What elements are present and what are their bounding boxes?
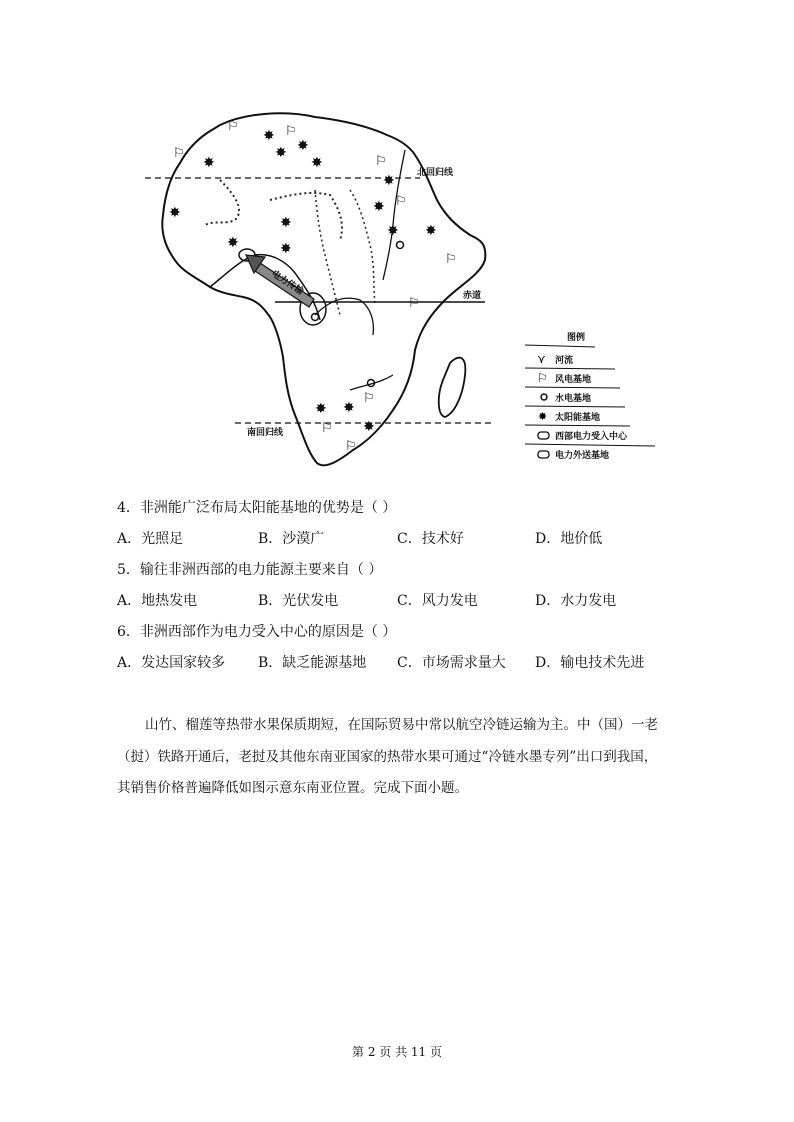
question-4-option-d[interactable]: D．地价低: [535, 531, 603, 547]
hydro-icon: [397, 242, 404, 249]
wind-icon: ⚐: [227, 119, 239, 134]
wind-icon: ⚐: [408, 296, 420, 311]
question-6-option-d[interactable]: D．输电技术先进: [535, 655, 645, 671]
legend: [525, 331, 655, 461]
question-4-stem: 4．非洲能广泛布局太阳能基地的优势是（ ）: [117, 500, 397, 516]
boundary-dotted-1: [205, 180, 239, 225]
wind-icon: ⚐: [345, 439, 357, 454]
wind-icon: ⚐: [395, 194, 407, 209]
solar-icon: ✸: [425, 223, 437, 239]
transmission-label: 电力传输: [269, 269, 306, 298]
wind-icon: ⚐: [445, 252, 457, 267]
wind-icon: ⚐: [173, 146, 185, 161]
transmission-arrow: [246, 255, 314, 307]
wind-icon: ⚐: [363, 391, 375, 406]
solar-icon: ✸: [297, 138, 309, 154]
solar-icon: ✸: [227, 235, 239, 251]
river-zambezi: [350, 375, 393, 390]
solar-icon: ✸: [275, 145, 287, 161]
question-4-option-b[interactable]: B．沙漠广: [258, 531, 325, 547]
river-icon: ⋎: [537, 352, 546, 366]
solar-icon: ✸: [315, 401, 327, 417]
solar-icon: ✸: [280, 215, 292, 231]
passage-line-3: 其销售价格普遍降低如图示意东南亚位置。完成下面小题。: [117, 780, 468, 796]
receiving-legend-icon: [538, 432, 549, 439]
passage-line-2: （挝）铁路开通后，老挝及其他东南亚国家的热带水果可通过“冷链水墨专列”出口到我国，: [117, 749, 658, 765]
equator-label: 赤道: [463, 291, 482, 301]
legend-item-export: 电力外送基地: [555, 451, 610, 461]
wind-legend-icon: ⚐: [537, 371, 548, 385]
hydro-legend-icon: [541, 394, 547, 400]
question-5-option-c[interactable]: C．风力发电: [397, 593, 478, 609]
question-6-option-a[interactable]: A．发达国家较多: [117, 655, 226, 671]
tropic-of-cancer-label: 北回归线: [417, 168, 454, 178]
solar-icon: ✸: [203, 155, 215, 171]
legend-item-river: 河流: [555, 356, 574, 366]
tropic-of-capricorn-label: 南回归线: [247, 428, 284, 438]
solar-icon: ✸: [343, 400, 355, 416]
page-number-footer: 第 2 页 共 11 页: [352, 1045, 442, 1059]
africa-energy-map: [125, 95, 685, 480]
export-legend-icon: [538, 451, 549, 458]
wind-icon: ⚐: [375, 154, 387, 169]
solar-icon: ✸: [169, 205, 181, 221]
legend-item-hydro: 水电基地: [555, 394, 592, 404]
legend-item-receiving: 西部电力受入中心: [555, 432, 628, 442]
madagascar: [439, 358, 466, 417]
question-6-option-c[interactable]: C．市场需求量大: [397, 655, 506, 671]
solar-icon: ✸: [280, 241, 292, 257]
legend-item-solar: 太阳能基地: [555, 413, 601, 423]
question-4-option-c[interactable]: C．技术好: [397, 531, 464, 547]
solar-icon: ✸: [387, 223, 399, 239]
solar-legend-icon: ✸: [538, 410, 548, 423]
question-4-option-a[interactable]: A．光照足: [117, 531, 184, 547]
legend-title: 图例: [567, 333, 586, 343]
legend-divider: [525, 345, 595, 347]
question-5-stem: 5．输往非洲西部的电力能源主要来自（ ）: [117, 562, 383, 578]
river-nile: [383, 150, 405, 280]
question-6-stem: 6．非洲西部作为电力受入中心的原因是（ ）: [117, 624, 397, 640]
boundary-dotted-3: [315, 190, 340, 315]
question-5-option-d[interactable]: D．水力发电: [535, 593, 617, 609]
solar-icon: ✸: [373, 199, 385, 215]
legend-item-wind: 风电基地: [555, 375, 592, 385]
solar-icon: ✸: [311, 155, 323, 171]
wind-icon: ⚐: [285, 124, 297, 139]
boundary-dotted-4: [350, 190, 375, 305]
solar-base-markers: [169, 128, 437, 435]
solar-icon: ✸: [383, 173, 395, 189]
wind-icon: ⚐: [321, 421, 333, 436]
question-6-option-b[interactable]: B．缺乏能源基地: [258, 655, 367, 671]
question-5-option-a[interactable]: A．地热发电: [117, 593, 198, 609]
question-5-option-b[interactable]: B．光伏发电: [258, 593, 339, 609]
passage-line-1: 山竹、榴莲等热带水果保质期短，在国际贸易中常以航空冷链运输为主。中（国）一老: [145, 717, 658, 733]
solar-icon: ✸: [263, 128, 275, 144]
solar-icon: ✸: [363, 419, 375, 435]
